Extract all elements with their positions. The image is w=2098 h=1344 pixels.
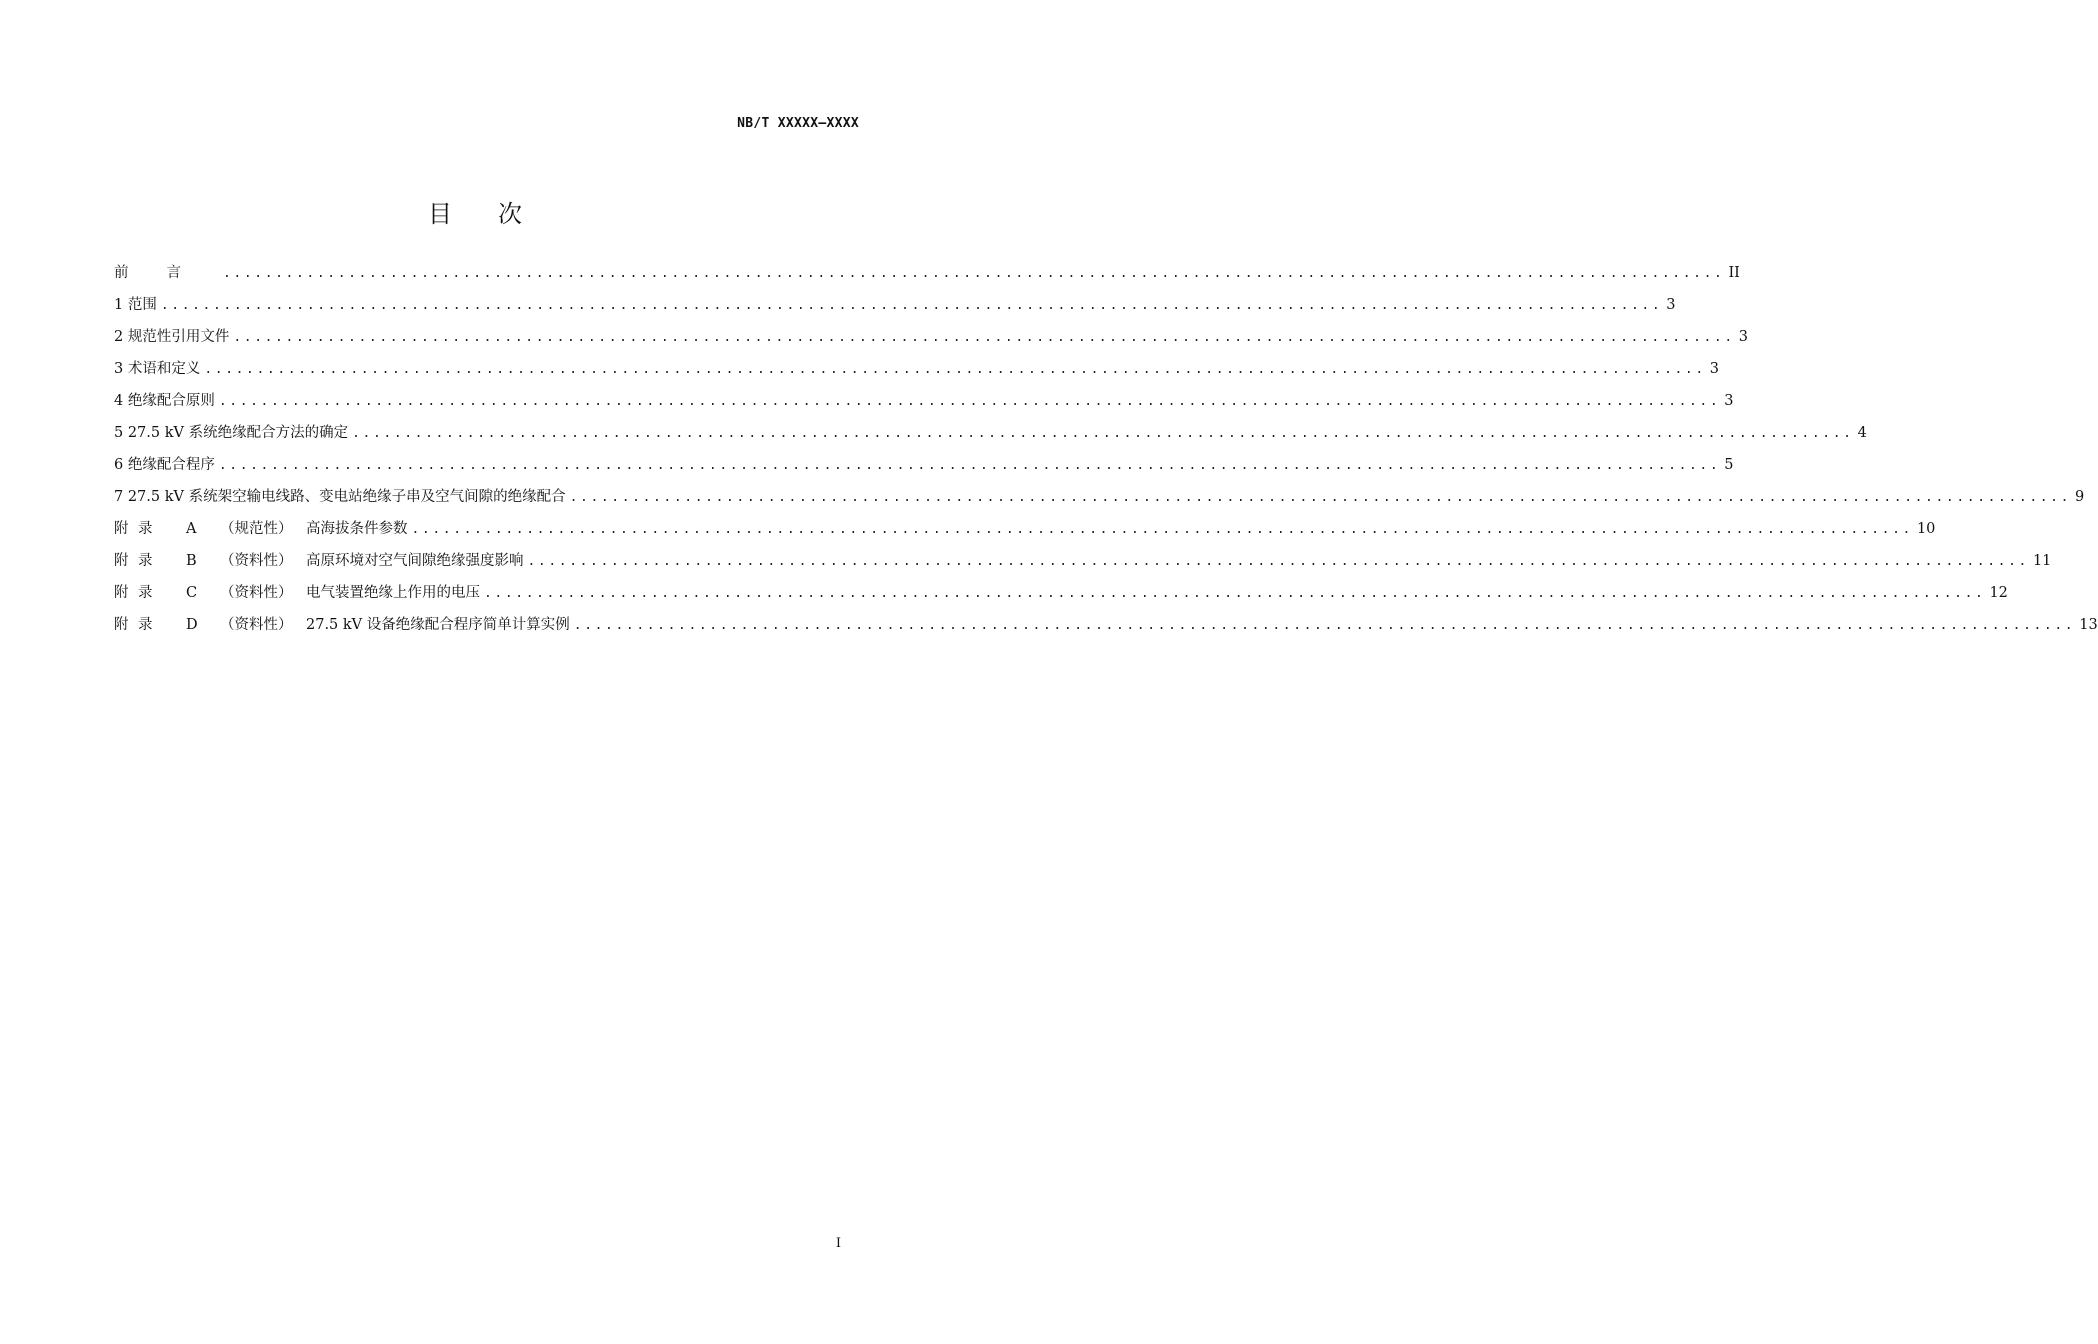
appendix-type: （资料性） (220, 553, 293, 569)
toc-page-number: 11 (2032, 553, 2052, 569)
toc-entry-terms[interactable] (114, 358, 1720, 390)
toc-entry-label: 4 绝缘配合原则 (114, 393, 215, 409)
appendix-prefix-char: 附 (114, 521, 129, 537)
toc-entry-label: 前言 (114, 265, 219, 281)
appendix-prefix-char: 录 (138, 521, 153, 537)
dot-leader: ................................................................................................................................................ (204, 362, 1706, 377)
toc-page-number: 12 (1989, 585, 2008, 601)
toc-entry-label (114, 614, 570, 636)
toc-entry-overhead-lines[interactable] (114, 486, 2085, 518)
toc-page-number: 3 (1738, 329, 1749, 345)
toc-page-number: 10 (1916, 521, 1936, 537)
toc-entry-appendix-c[interactable] (114, 582, 2008, 614)
toc-entry-label: 1 范围 (114, 297, 157, 313)
appendix-type: （资料性） (220, 617, 293, 633)
document-code: NB/T XXXXX—XXXX (737, 116, 859, 131)
appendix-letter: C (186, 585, 198, 601)
dot-leader: ................................................................................................................................................ (160, 298, 1663, 313)
toc-page-number: 3 (1724, 393, 1734, 409)
toc-entry-label: 3 术语和定义 (114, 361, 201, 377)
appendix-prefix-char: 录 (138, 585, 153, 601)
dot-leader: ................................................................................................................................................ (573, 618, 2076, 633)
toc-page-number: 3 (1666, 297, 1676, 313)
table-of-contents (114, 262, 2098, 646)
toc-entry-label: 2 规范性引用文件 (114, 329, 230, 345)
toc-page-number: 13 (2079, 617, 2098, 633)
dot-leader: ................................................................................................................................................ (218, 458, 1721, 473)
toc-entry-label (114, 518, 408, 540)
toc-entry-foreword[interactable] (114, 262, 1740, 294)
toc-page-number: 3 (1709, 361, 1720, 377)
dot-leader: ................................................................................................................................................ (484, 586, 1986, 601)
appendix-prefix (114, 550, 186, 572)
appendix-letter: B (186, 553, 197, 569)
appendix-prefix-char: 附 (114, 585, 129, 601)
dot-leader: ................................................................................................................................................ (527, 554, 2029, 569)
toc-entry-label: 6 绝缘配合程序 (114, 457, 215, 473)
toc-entry-appendix-a[interactable] (114, 518, 1936, 550)
page-number: I (835, 1236, 841, 1251)
toc-entry-method[interactable] (114, 422, 1867, 454)
toc-page-number: 9 (2075, 489, 2085, 505)
appendix-prefix-char: 录 (138, 617, 153, 633)
appendix-prefix-char: 附 (114, 617, 129, 633)
appendix-title: 高海拔条件参数 (306, 521, 408, 537)
toc-page-number: 4 (1857, 425, 1867, 441)
toc-entry-label: 7 27.5 kV 系统架空输电线路、变电站绝缘子串及空气间隙的绝缘配合 (114, 489, 566, 505)
toc-entry-label (114, 550, 524, 572)
dot-leader: ................................................................................................................................................ (411, 522, 1913, 537)
toc-entry-scope[interactable] (114, 294, 1676, 326)
toc-page-number: 5 (1724, 457, 1734, 473)
appendix-prefix-char: 录 (138, 553, 153, 569)
dot-leader: ................................................................................................................................................ (223, 266, 1725, 281)
appendix-type: （资料性） (220, 585, 293, 601)
toc-entry-procedure[interactable] (114, 454, 1734, 486)
appendix-title: 27.5 kV 设备绝缘配合程序简单计算实例 (306, 617, 570, 633)
toc-title: 目次 (428, 200, 568, 228)
appendix-prefix (114, 614, 186, 636)
toc-entry-principles[interactable] (114, 390, 1734, 422)
dot-leader: ................................................................................................................................................ (218, 394, 1721, 409)
appendix-prefix (114, 582, 186, 604)
dot-leader: ................................................................................................................................................ (233, 330, 1735, 345)
appendix-prefix (114, 518, 186, 540)
appendix-prefix-char: 附 (114, 553, 129, 569)
appendix-title: 电气装置绝缘上作用的电压 (306, 585, 480, 601)
appendix-letter: D (186, 617, 198, 633)
toc-entry-appendix-d[interactable] (114, 614, 2098, 646)
appendix-letter: A (186, 521, 197, 537)
dot-leader: ................................................................................................................................................ (352, 426, 1854, 441)
appendix-type: （规范性） (220, 521, 293, 537)
appendix-title: 高原环境对空气间隙绝缘强度影响 (306, 553, 524, 569)
toc-entry-label: 5 27.5 kV 系统绝缘配合方法的确定 (114, 425, 349, 441)
toc-entry-label (114, 582, 480, 604)
toc-entry-appendix-b[interactable] (114, 550, 2052, 582)
toc-page-number: II (1728, 265, 1740, 281)
dot-leader: ................................................................................................................................................ (569, 490, 2072, 505)
toc-entry-normative-references[interactable] (114, 326, 1749, 358)
